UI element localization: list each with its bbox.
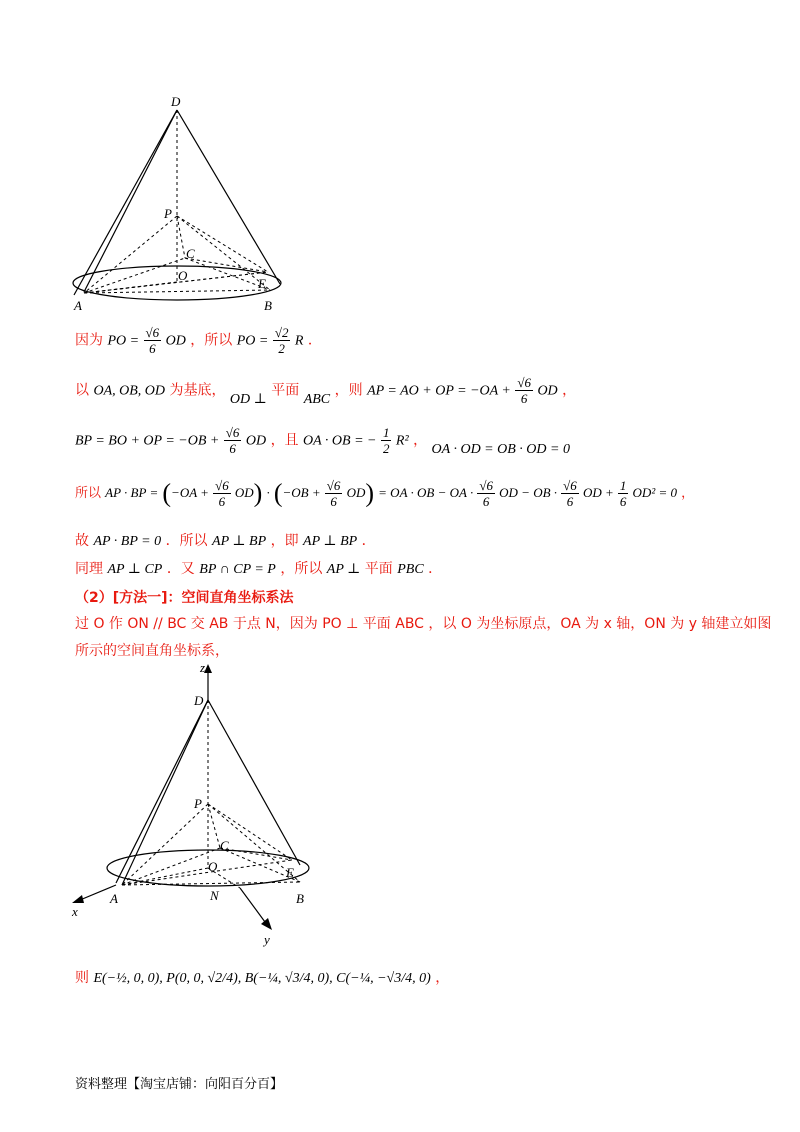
label-E: E (258, 276, 266, 291)
label-P: P (194, 796, 202, 811)
x-axis-arrow (72, 895, 84, 903)
cone-base-front (73, 266, 281, 300)
line-basis: 以 OA, OB, OD 为基底， OD ⊥ 平面 ABC ，则 AP = AO + OP = −OA + $\frac{√6}{6}$ OD ， (75, 375, 577, 407)
line-coordinates: 则 E(−½, 0, 0), P(0, 0, √2/4), B(−¼, √3/4, 0), C(−¼, −√3/4, 0) ， (75, 970, 450, 986)
label-y: y (264, 932, 270, 947)
label-O: O (208, 859, 218, 874)
label-z: z (200, 660, 206, 675)
line-coordinate-setup: 过 O 作 ON // BC 交 AB 于点 N，因为 PO ⊥ 平面 ABC ，以 O 为坐标原点，OA 为 x 轴，ON 为 y 轴建立如图 (75, 616, 772, 632)
line-dot-product: 所以 AP · BP = (−OA + $\frac{√6}{6}$ OD) · (−OB + $\frac{√6}{6}$ OD) = OA · OB − OA · $\frac{√6}{6}$ OD − OB · $\frac{√6}{6}$ OD + $\frac{1}{6}$ OD² = 0 ， (75, 478, 695, 509)
label-N: N (210, 888, 219, 903)
z-axis-arrow (204, 664, 212, 673)
line-coordinate-setup-2: 所示的空间直角坐标系， (75, 643, 229, 659)
footer-source: 资料整理【淘宝店铺：向阳百分百】 (75, 1077, 284, 1092)
label-E: E (286, 865, 294, 880)
label-D: D (171, 94, 181, 109)
method-heading: （2）[方法一]：空间直角坐标系法 (75, 590, 294, 606)
label-x: x (72, 904, 78, 919)
cone-figure-2 (60, 660, 320, 950)
label-B: B (264, 298, 272, 313)
label-C: C (220, 838, 229, 853)
label-O: O (178, 268, 188, 283)
line-conclusion: 同理 AP ⊥ CP ．又 BP ∩ CP = P ，所以 AP ⊥ 平面 PBC ． (75, 561, 443, 577)
line-po-od: 因为 PO = $\frac{√6}{6}$ OD ，所以 PO = $\frac{√2}{2}$ R ． (75, 325, 322, 356)
line-perp: 故 AP · BP = 0 ．所以 AP ⊥ BP ，即 AP ⊥ BP ． (75, 533, 376, 549)
label-P: P (164, 206, 172, 221)
label-A: A (110, 891, 118, 906)
label-D: D (194, 693, 204, 708)
label-A: A (74, 298, 82, 313)
y-axis (240, 888, 265, 922)
line-bp: BP = BO + OP = −OB + $\frac{√6}{6}$ OD ，且 OA · OB = − $\frac{1}{2}$ R² ， OA · OD = OB · OD = 0 (75, 425, 570, 457)
segment-AB (84, 290, 270, 293)
cone-figure-1 (60, 90, 320, 315)
label-C: C (186, 246, 195, 261)
label-B: B (296, 891, 304, 906)
cone-edge-left (74, 110, 177, 295)
